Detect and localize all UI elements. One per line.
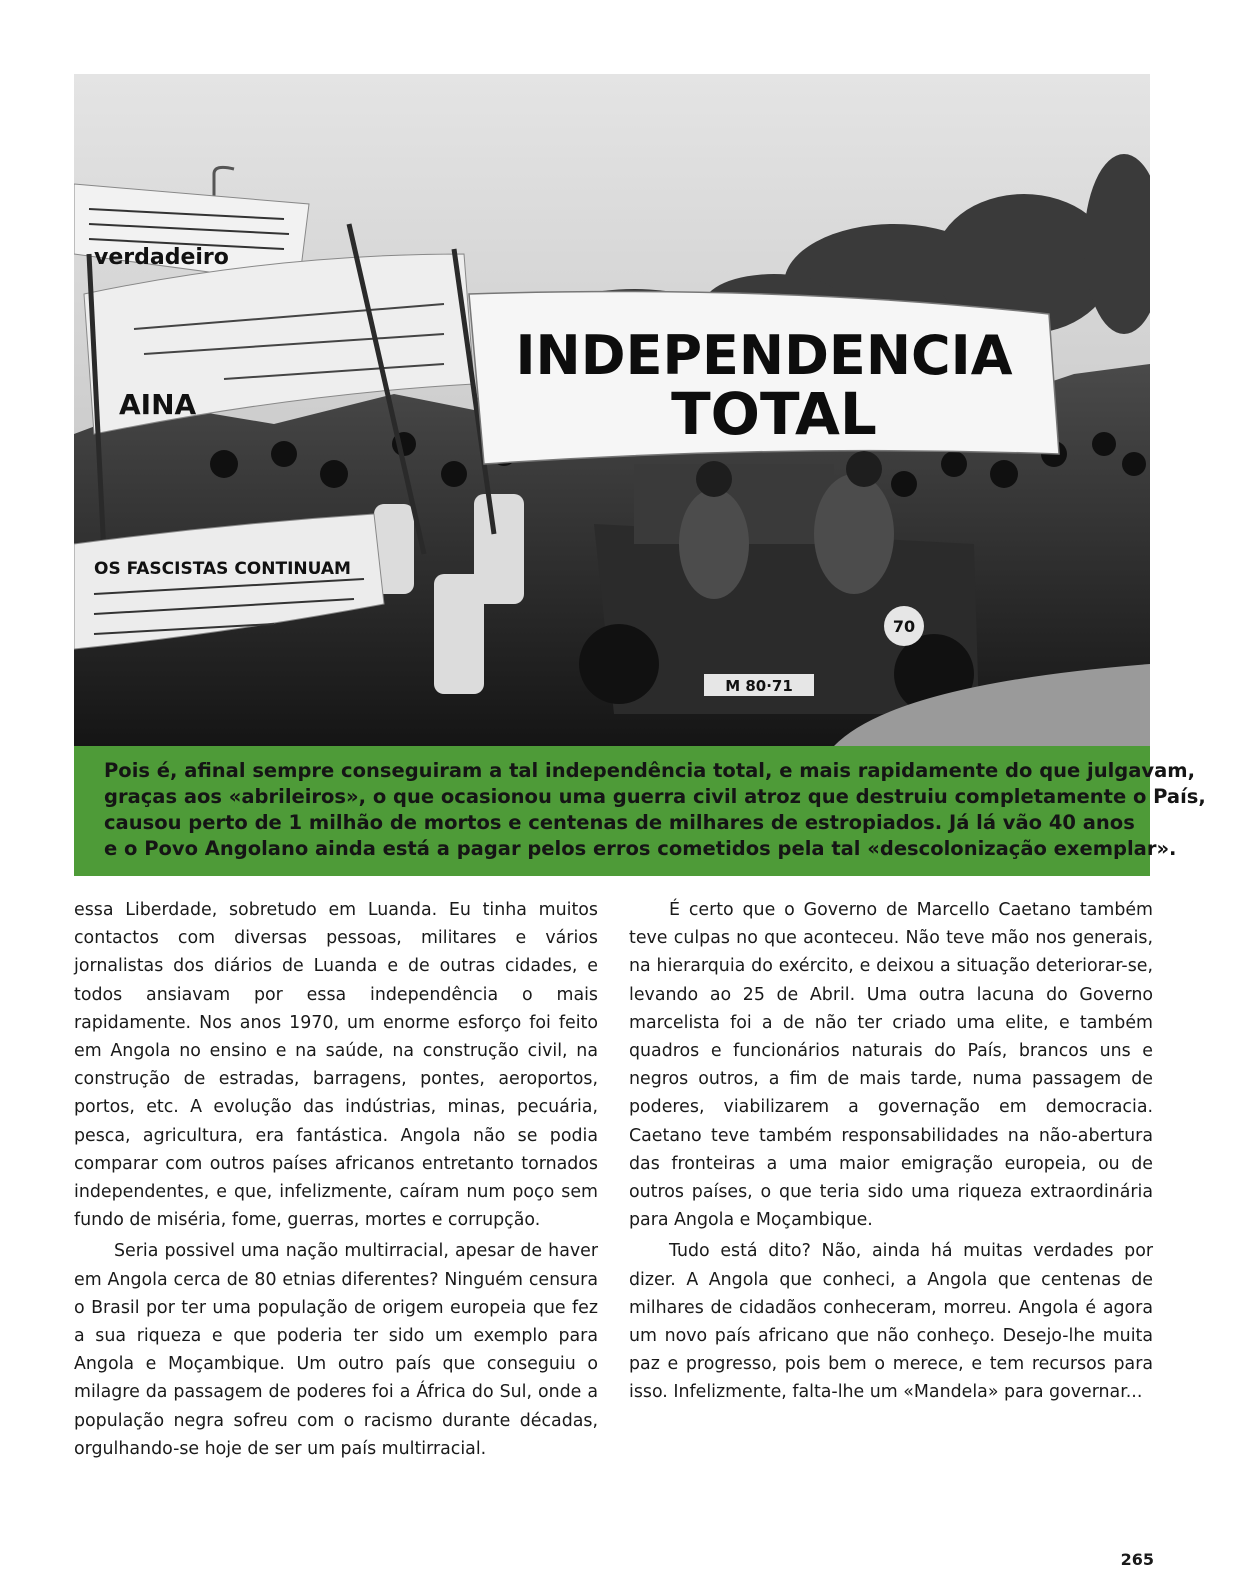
- caption-line: Pois é, afinal sempre conseguiram a tal independência total, e mais rapidamente do que julgavam,: [104, 759, 1196, 782]
- paragraph: Tudo está dito? Não, ainda há muitas verdades por dizer. A Angola que conheci, a Angola que centenas de milhares de cidadãos conheceram, morreu. Angola é agora um novo país africano que não conheço. Desejo-lhe muita paz e progresso, pois bem o merece, e tem recursos para isso. Infelizmente, falta-lhe um «Mandela» para governar...: [629, 1241, 1153, 1403]
- paragraph: essa Liberdade, sobretudo em Luanda. Eu tinha muitos contactos com diversas pessoas, militares e vários jornalistas dos diários de Luanda e de outras cidades, e todos ansiavam por essa independência o mais rapidamente. Nos anos 1970, um enorme esforço foi feito em Angola no ensino e na saúde, na construção civil, na construção de estradas, barragens, pontes, aeroportos, portos, etc. A evolução das indústrias, minas, pecuária, pesca, agricultura, era fantástica. Angola não se podia comparar com outros países africanos entretanto tornados independentes, e que, infelizmente, caíram num poço sem fundo de miséria, fome, guerras, mortes e corrupção.: [74, 900, 598, 1231]
- svg-text:OS FASCISTAS CONTINUAM: OS FASCISTAS CONTINUAM: [94, 559, 351, 579]
- caption-line: e o Povo Angolano ainda está a pagar pelos erros cometidos pela tal «descolonização exemplar».: [104, 837, 1177, 860]
- svg-text:AINA: AINA: [119, 388, 197, 421]
- svg-text:M 80·71: M 80·71: [725, 677, 793, 695]
- svg-text:INDEPENDENCIA: INDEPENDENCIA: [515, 324, 1013, 387]
- photo-caption: [74, 746, 1206, 876]
- page-number: 265: [1120, 1550, 1154, 1569]
- caption-line: graças aos «abrileiros», o que ocasionou uma guerra civil atroz que destruiu completamente o País,: [104, 785, 1206, 808]
- banner-independencia-total: [469, 292, 1059, 465]
- svg-text:70: 70: [892, 617, 916, 636]
- paragraph: É certo que o Governo de Marcello Caetano também teve culpas no que aconteceu. Não teve mão nos generais, na hierarquia do exército, e deixou a situação deteriorar-se, levando ao 25 de Abril. Uma outra lacuna do Governo marcelista foi a de não ter criado uma elite, e também quadros e funcionários naturais do País, brancos uns e negros outros, a fim de mais tarde, numa passagem de poderes, viabilizarem a governação em democracia. Caetano teve também responsabilidades na não-abertura das fronteiras a uma maior emigração europeia, ou de outros países, o que teria sido uma riqueza extraordinária para Angola e Moçambique.: [629, 900, 1153, 1231]
- protest-photo: [74, 74, 1150, 746]
- svg-text:TOTAL: TOTAL: [671, 380, 877, 448]
- paragraph: Seria possivel uma nação multirracial, apesar de haver em Angola cerca de 80 etnias diferentes? Ninguém censura o Brasil por ter uma população de origem europeia que fez a sua riqueza e que poderia ter sido um exemplo para Angola e Moçambique. Um outro país que conseguiu o milagre da passagem de poderes foi a África do Sul, onde a população negra sofreu com o racismo durante décadas, orgulhando-se hoje de ser um país multirracial.: [74, 1241, 598, 1459]
- caption-line: causou perto de 1 milhão de mortos e centenas de milhares de estropiados. Já lá vão 40 anos: [104, 811, 1135, 834]
- right-column: [629, 896, 1153, 1407]
- left-column: [74, 896, 598, 1463]
- svg-text:verdadeiro: verdadeiro: [94, 245, 229, 270]
